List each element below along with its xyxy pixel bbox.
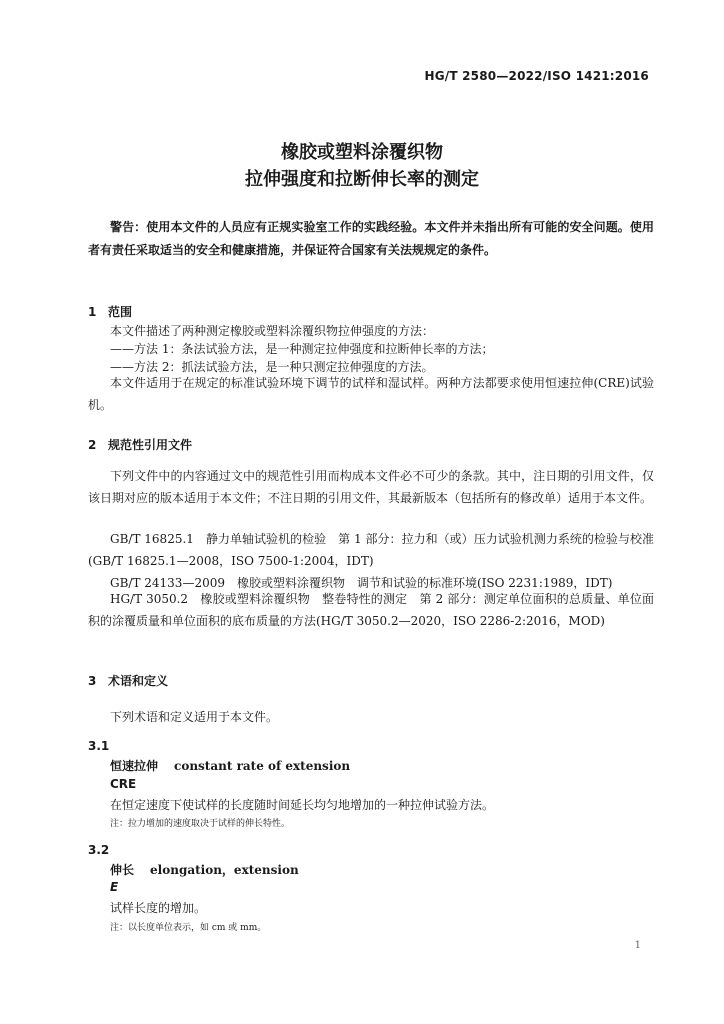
term-en: constant rate of extension [174,759,351,773]
term-number: 3.2 [88,843,110,857]
normative-reference-1: GB/T 16825.1 静力单轴试验机的检验 第 1 部分：拉力和（或）压力试验机测力系统的检验与校准(GB/T 16825.1—2008，ISO 7500-1:2004，IDT) [88,532,654,568]
section-number: 1 [88,305,97,319]
term-symbol: E [110,880,119,894]
term-number: 3.1 [88,739,110,753]
page-number: 1 [634,940,641,951]
standard-code: HG/T 2580—2022/ISO 1421:2016 [424,69,649,83]
scope-intro: 本文件描述了两种测定橡胶或塑料涂覆织物拉伸强度的方法： [110,324,435,338]
section-number: 2 [88,438,97,452]
section-title: 术语和定义 [108,674,169,688]
term-definition: 在恒定速度下使试样的长度随时间延长均匀地增加的一种拉伸试验方法。 [110,798,495,812]
term-note: 注：拉力增加的速度取决于试样的伸长特性。 [110,819,291,829]
section-3-heading [88,672,168,689]
term-en: elongation，extension [150,863,299,877]
scope-applicability: 本文件适用于在规定的标准试验环境下调节的试样和湿试样。两种方法都要求使用恒速拉伸(CRE)试验机。 [88,376,654,412]
normative-reference-2: GB/T 24133—2009 橡胶或塑料涂覆织物 调节和试验的标准环境(ISO 2231:1989，IDT) [110,576,613,590]
document-title-line-1: 橡胶或塑料涂覆织物 [281,142,443,163]
scope-method-2: ——方法 2：抓法试验方法，是一种只测定拉伸强度的方法。 [110,360,434,374]
term-entry [110,861,299,878]
term-entry [110,757,350,774]
document-title-line-2: 拉伸强度和拉断伸长率的测定 [245,169,479,190]
term-note: 注：以长度单位表示，如 cm 或 mm。 [110,923,267,933]
term-abbreviation: CRE [110,777,137,791]
section-1-heading [88,303,132,320]
normative-reference-3: HG/T 3050.2 橡胶或塑料涂覆织物 整卷特性的测定 第 2 部分：测定单位面积的总质量、单位面积的涂覆质量和单位面积的底布质量的方法(HG/T 3050.2—2020，ISO 2286-2:2016，MOD) [88,592,654,628]
section-title: 规范性引用文件 [108,438,193,452]
section-number: 3 [88,674,97,688]
scope-method-1: ——方法 1：条法试验方法，是一种测定拉伸强度和拉断伸长率的方法； [110,342,494,356]
normative-intro: 下列文件中的内容通过文中的规范性引用而构成本文件必不可少的条款。其中，注日期的引用文件，仅该日期对应的版本适用于本文件；不注日期的引用文件，其最新版本（包括所有的修改单）适用于本文件。 [88,469,654,505]
term-zh: 伸长 [110,863,135,877]
section-title: 范围 [108,305,133,319]
term-zh: 恒速拉伸 [110,759,159,773]
safety-warning: 警告：使用本文件的人员应有正规实验室工作的实践经验。本文件并未指出所有可能的安全问题。使用者有责任采取适当的安全和健康措施，并保证符合国家有关法规规定的条件。 [88,220,654,257]
terms-intro: 下列术语和定义适用于本文件。 [110,710,279,724]
term-definition: 试样长度的增加。 [110,901,207,915]
section-2-heading [88,436,192,453]
